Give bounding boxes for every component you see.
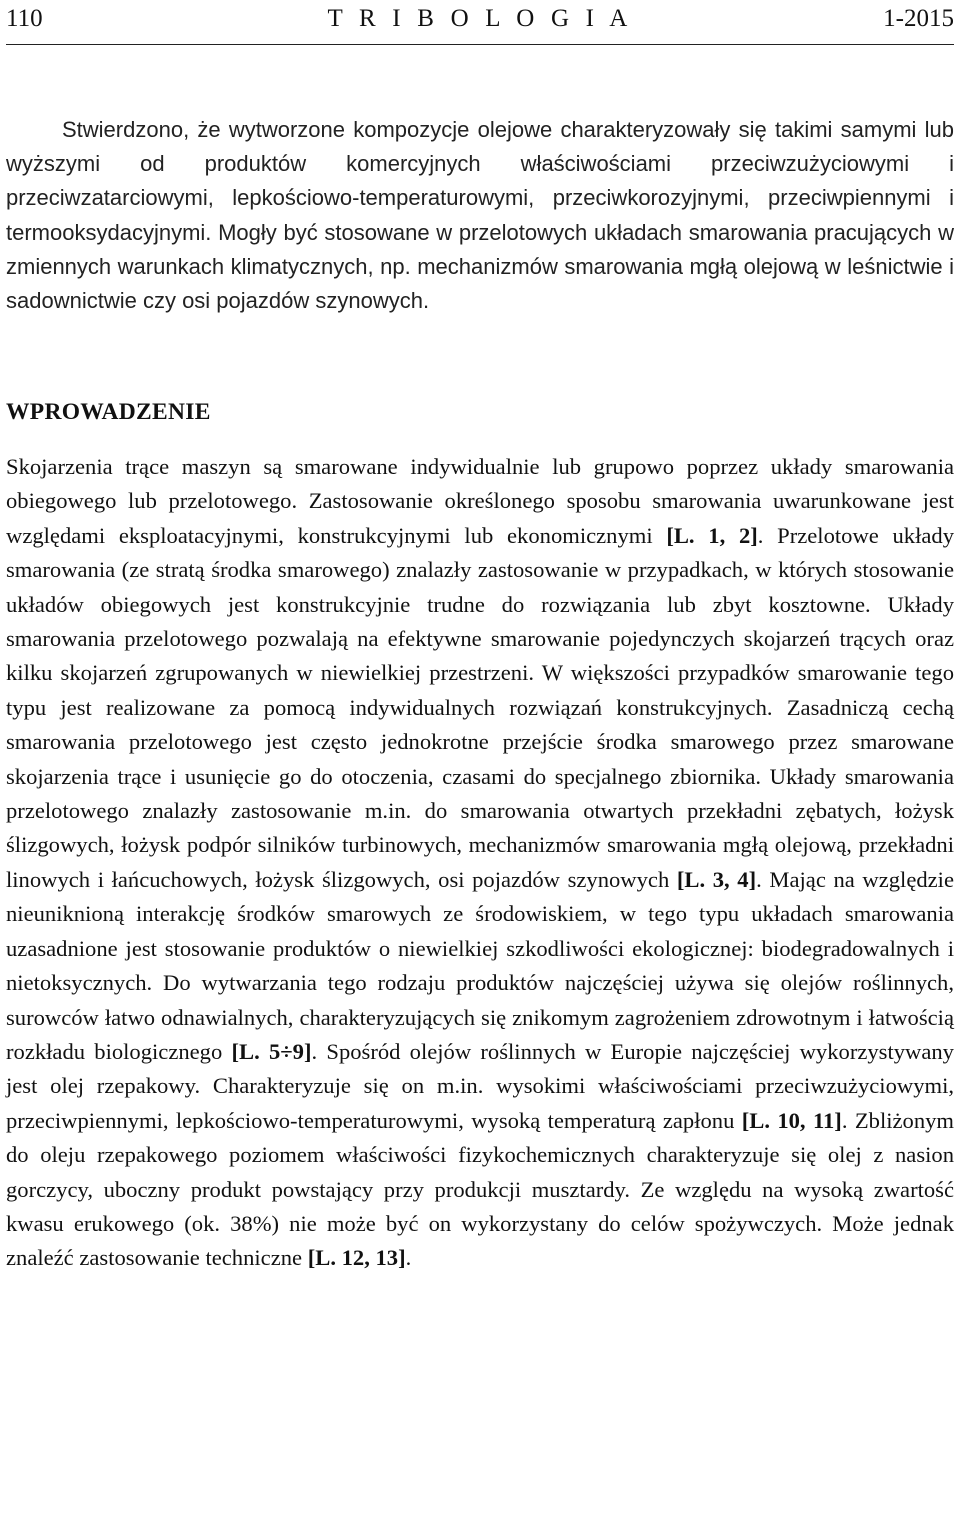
body-text-part: . Spośród olejów roślinnych w Europie najczęściej wykorzystywany jest olej rzepakowy. Charakteryzuje się on m.in. wysokimi właściwościami przeciwzużyciowymi, przeciwpiennymi, lepkościowo-temperaturowymi, wysoką temperaturą zapłonu [6, 1038, 954, 1133]
body-text-part: Skojarzenia trące maszyn są smarowane indywidualnie lub grupowo poprzez układy smarowania obiegowego lub przelotowego. Zastosowanie określonego sposobu smarowania uwarunkowane jest względami eksploatacyjnymi, konstrukcyjnymi lub ekonomicznymi [6, 454, 954, 548]
body-paragraph [6, 450, 954, 1276]
body-text-part: . Mając na względzie nieuniknioną interakcję środków smarowych ze środowiskiem, w tego typu układach smarowania uzasadnione jest stosowanie produktów o niewielkiej szkodliwości ekologicznej: biodegradowalnych i nietoksycznych. Do wytwarzania tego rodzaju produktów najczęściej używa się olejów roślinnych, surowców łatwo odnawialnych, charakteryzujących się znikomym zagrożeniem zdrowotnym i łatwością rozkładu biologicznego [6, 866, 954, 1064]
citation-ref: [L. 12, 13] [307, 1245, 406, 1271]
page-number: 110 [6, 5, 43, 32]
citation-ref: [L. 3, 4] [676, 866, 757, 892]
body-text-part: . Przelotowe układy smarowania (ze stratą środka smarowego) znalazły zastosowanie w przypadkach, w których stosowanie układów obiegowych jest konstrukcyjnie trudne do rozwiązania lub zbyt kosztowne. Układy smarowania przelotowego pozwalają na efektywne smarowanie pojedynczych skojarzeń trących oraz kilku skojarzeń zgrupowanych w niewielkiej przestrzeni. W większości przypadków smarowanie tego typu jest realizowane za pomocą indywidualnych rozwiązań konstrukcyjnych. Zasadniczą cechą smarowania przelotowego jest często jednokrotne przejście środka smarowego przez smarowane skojarzenia trące i usunięcie go do otoczenia, czasami do specjalnego zbiornika. Układy smarowania przelotowego znalazły zastosowanie m.in. do smarowania otwartych przekładni zębatych, łożysk ślizgowych, łożysk podpór silników turbinowych, mechanizmów smarowania mgłą olejową, przekładni linowych i łańcuchowych, łożysk ślizgowych, osi pojazdów szynowych [6, 522, 955, 892]
body-text-part: . Zbliżonym do oleju rzepakowego poziomem właściwości fizykochemicznych charakteryzuje się olej z nasion gorczycy, uboczny produkt powstający przy produkcji musztardy. Ze względu na wysoką zwartość kwasu erukowego (ok. 38%) nie może być on wykorzystany do celów spożywczych. Może jednak znaleźć zastosowanie techniczne [6, 1107, 954, 1271]
citation-ref: [L. 1, 2] [666, 522, 758, 548]
citation-ref: [L. 5÷9] [231, 1038, 312, 1064]
abstract-paragraph: Stwierdzono, że wytworzone kompozycje olejowe charakteryzowały się takimi samymi lub wyższymi od produktów komercyjnych właściwościami przeciwzużyciowymi i przeciwzatarciowymi, lepkościowo-temperaturowymi, przeciwkorozyjnymi, przeciwpiennymi i termooksydacyjnymi. Mogły być stosowane w przelotowych układach smarowania pracujących w zmiennych warunkach klimatycznych, np. mechanizmów smarowania mgłą olejową w leśnictwie i sadownictwie czy osi pojazdów szynowych. [6, 117, 954, 314]
section-heading: WPROWADZENIE [6, 399, 211, 425]
issue-number: 1-2015 [883, 5, 954, 32]
body-text-part: . [405, 1245, 412, 1271]
citation-ref: [L. 10, 11] [741, 1107, 842, 1133]
journal-title: T R I B O L O G I A [327, 5, 633, 32]
running-header [6, 0, 954, 45]
